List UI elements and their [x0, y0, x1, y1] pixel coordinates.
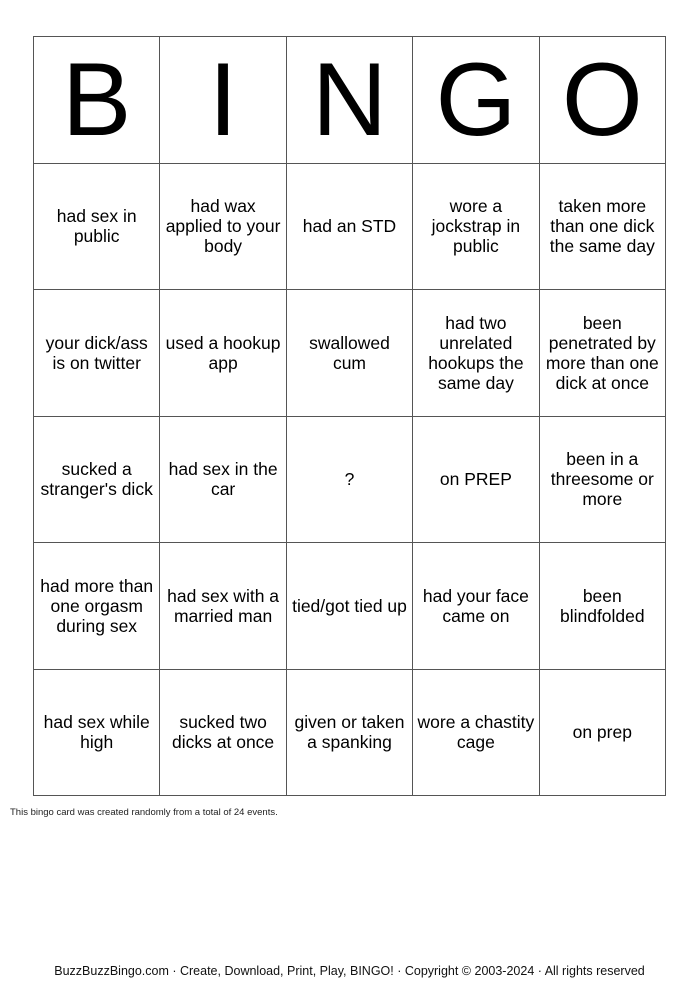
- bingo-cell: on prep: [540, 670, 666, 797]
- header-letter-g: G: [413, 37, 539, 164]
- bingo-cell: had sex while high: [34, 670, 160, 797]
- bingo-cell: used a hookup app: [160, 290, 286, 417]
- bingo-cell: had an STD: [287, 164, 413, 291]
- bingo-cell: been penetrated by more than one dick at once: [540, 290, 666, 417]
- bingo-cell: sucked a stranger's dick: [34, 417, 160, 544]
- card-generation-note: This bingo card was created randomly from a total of 24 events.: [10, 807, 278, 818]
- bingo-cell: been blindfolded: [540, 543, 666, 670]
- site-footer: BuzzBuzzBingo.com · Create, Download, Print, Play, BINGO! · Copyright © 2003-2024 · All rights reserved: [54, 964, 645, 978]
- bingo-card: [33, 36, 666, 796]
- header-letter-o: O: [540, 37, 666, 164]
- bingo-cell: your dick/ass is on twitter: [34, 290, 160, 417]
- bingo-cell: given or taken a spanking: [287, 670, 413, 797]
- bingo-cell: tied/got tied up: [287, 543, 413, 670]
- bingo-cell: sucked two dicks at once: [160, 670, 286, 797]
- header-letter-i: I: [160, 37, 286, 164]
- bingo-cell: taken more than one dick the same day: [540, 164, 666, 291]
- bingo-cell: wore a chastity cage: [413, 670, 539, 797]
- bingo-cell: had sex in the car: [160, 417, 286, 544]
- bingo-free-cell: ?: [287, 417, 413, 544]
- bingo-cell: on PREP: [413, 417, 539, 544]
- bingo-cell: had your face came on: [413, 543, 539, 670]
- bingo-cell: wore a jockstrap in public: [413, 164, 539, 291]
- bingo-cell: had wax applied to your body: [160, 164, 286, 291]
- bingo-cell: had two unrelated hookups the same day: [413, 290, 539, 417]
- bingo-cell: had sex with a married man: [160, 543, 286, 670]
- bingo-cell: had more than one orgasm during sex: [34, 543, 160, 670]
- header-letter-n: N: [287, 37, 413, 164]
- bingo-cell: swallowed cum: [287, 290, 413, 417]
- header-letter-b: B: [34, 37, 160, 164]
- bingo-cell: had sex in public: [34, 164, 160, 291]
- bingo-cell: been in a threesome or more: [540, 417, 666, 544]
